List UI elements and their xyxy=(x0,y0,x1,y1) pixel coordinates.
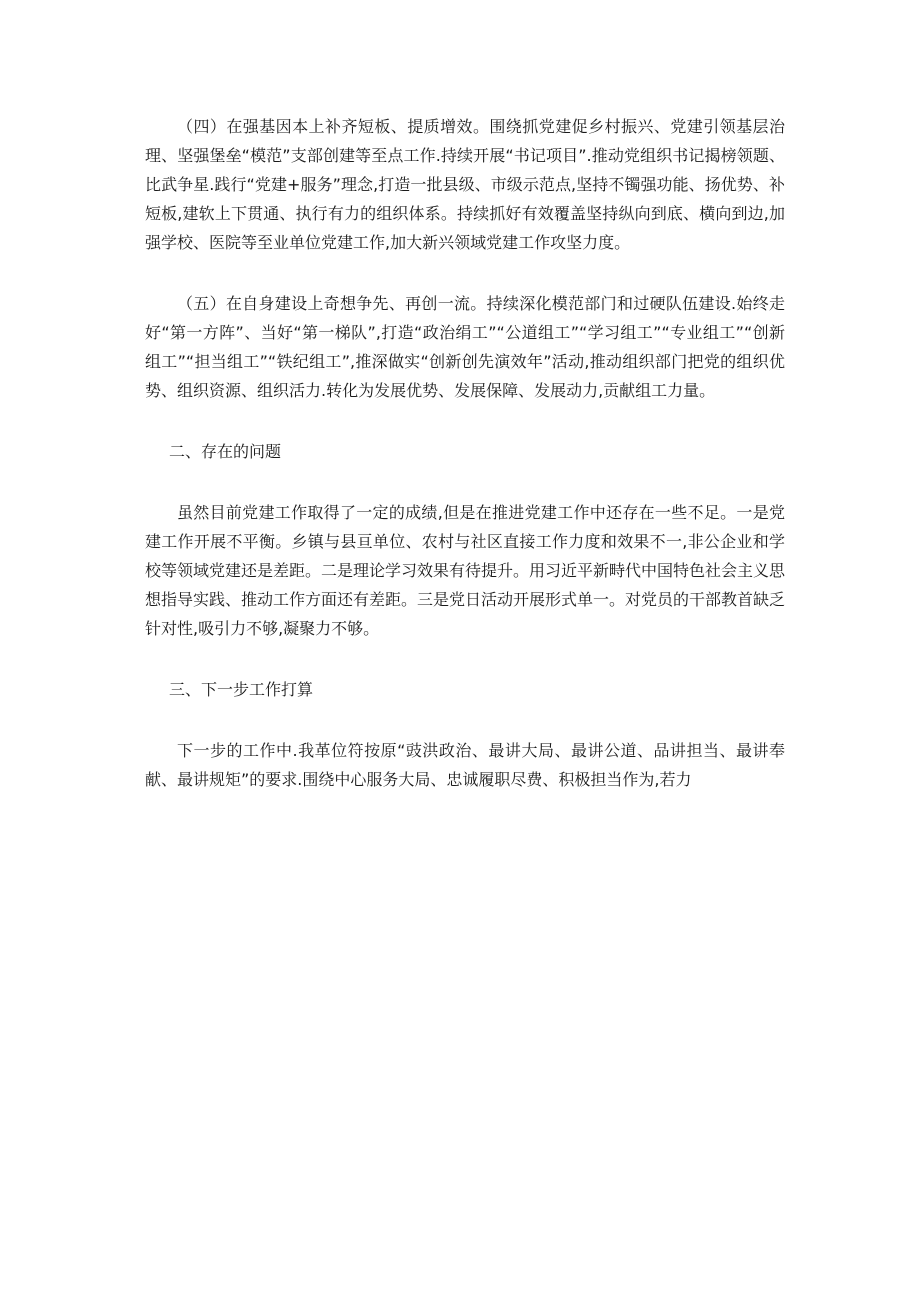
paragraph-four: （四）在强基因本上补齐短板、提质增效。围绕抓党建促乡村振兴、党建引领基层治理、坚强堡垒“模范”支部创建等至点工作.持续开展“书记项目”.推动党组织书记揭榜领题、比武争星.践行“党建+服务”理念,打造一批县级、市级示范点,坚持不镯强功能、扬优势、补短板,建软上下贯通、执行有力的组织体系。持续抓好有效覆盖坚持纵向到底、横向到边,加强学校、医院等至业单位党建工作,加大新兴领域党建工作攻坚力度。 xyxy=(145,117,785,252)
paragraph-problems: 虽然目前党建工作取得了一定的成绩,但是在推进党建工作中还存在一些不足。一是党建工作开展不平衡。乡镇与县亘单位、农村与社区直接工作力度和效果不一,非公企业和学校等领域党建还是差距。二是理论学习效果有待提升。用习近平新畤代中国特色社会主义思想指导实践、推动工作方面还有差距。三是党日活动开展形式单一。对党员的干部教首缺乏针对性,吸引力不够,凝聚力不够。 xyxy=(145,503,786,638)
paragraph-next-steps: 下一步的工作中.我革位符按原“豉洪政治、最讲大局、最讲公道、品讲担当、最讲奉献、最讲规矩”的要求.围绕中心服务大局、忠诚履职尽费、积极担当作为,若力 xyxy=(145,741,785,789)
section-heading-next-steps: 三、下一步工作打算 xyxy=(169,680,314,699)
section-heading-problems: 二、存在的问题 xyxy=(169,442,282,461)
document-body xyxy=(145,112,785,794)
paragraph-five: （五）在自身建设上奇想争先、再创一流。持续深化模范部门和过硬队伍建设.始终走好“第一方阵”、当好“第一梯队”,打造“政治绢工”“公道组工”“学习组工”“专业组工”“创新组工”“担当组工”“铁纪组工”,推深做实“创新创先演效年”活动,推动组织部门把党的组织优势、组织资源、组织活力.转化为发展优势、发展保障、发展动力,贡献组工力量。 xyxy=(145,294,785,400)
